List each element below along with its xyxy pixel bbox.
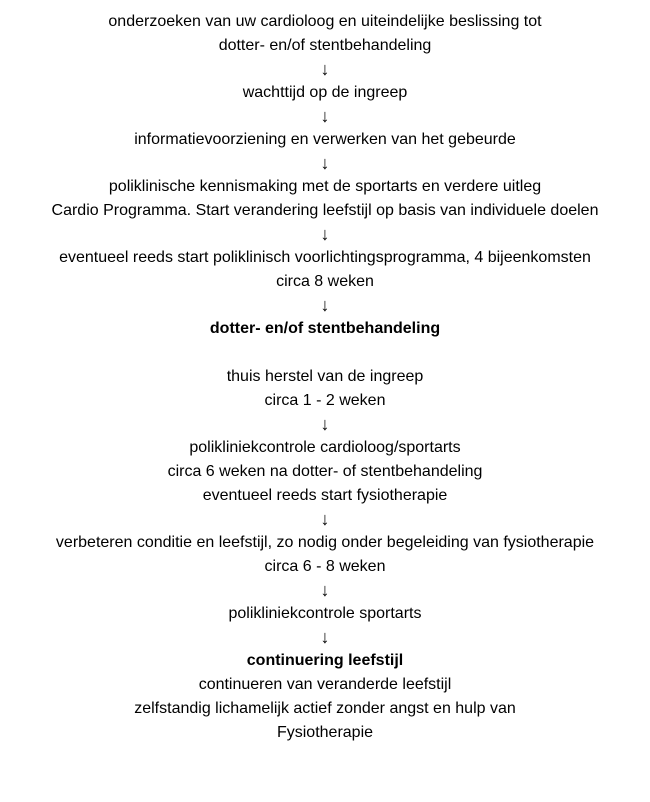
down-arrow-icon: ↓ [320, 509, 330, 529]
flow-step-text: informatievoorziening en verwerken van het gebeurde [134, 131, 516, 148]
flow-step-text: Fysiotherapie [276, 724, 374, 741]
flow-step-text: poliklinische kennismaking met de sportarts en verdere uitleg [108, 178, 542, 195]
flow-spacer [0, 341, 650, 365]
flow-step-text: circa 1 - 2 weken [264, 392, 386, 409]
flow-step-text: wachttijd op de ingreep [242, 84, 408, 101]
flow-step-text: Cardio Programma. Start verandering leefstijl op basis van individuele doelen [51, 202, 599, 219]
flow-step-heading: continuering leefstijl [246, 652, 404, 669]
down-arrow-icon: ↓ [320, 153, 330, 173]
down-arrow-icon: ↓ [320, 106, 330, 126]
flow-step-text: circa 6 - 8 weken [264, 558, 386, 575]
flow-step-text: polikliniekcontrole cardioloog/sportarts [189, 439, 461, 456]
flow-step-text: circa 6 weken na dotter- of stentbehandeling [167, 463, 483, 480]
flow-step-text: eventueel reeds start poliklinisch voorlichtingsprogramma, 4 bijeenkomsten [59, 249, 591, 266]
flow-step-text: verbeteren conditie en leefstijl, zo nodig onder begeleiding van fysiotherapie [55, 534, 595, 551]
flow-step-text: continueren van veranderde leefstijl [198, 676, 452, 693]
flow-step-text: circa 8 weken [276, 273, 374, 290]
down-arrow-icon: ↓ [320, 224, 330, 244]
down-arrow-icon: ↓ [320, 627, 330, 647]
down-arrow-icon: ↓ [320, 414, 330, 434]
flow-step-text: thuis herstel van de ingreep [226, 368, 424, 385]
flow-step-text: onderzoeken van uw cardioloog en uiteindelijke beslissing tot [108, 13, 542, 30]
flow-step-text: zelfstandig lichamelijk actief zonder angst en hulp van [134, 700, 516, 717]
down-arrow-icon: ↓ [320, 59, 330, 79]
down-arrow-icon: ↓ [320, 580, 330, 600]
flow-step-text: polikliniekcontrole sportarts [228, 605, 422, 622]
flow-step-text: eventueel reeds start fysiotherapie [202, 487, 448, 504]
flow-step-heading: dotter- en/of stentbehandeling [209, 320, 441, 337]
flow-step-text: dotter- en/of stentbehandeling [218, 37, 432, 54]
down-arrow-icon: ↓ [320, 295, 330, 315]
